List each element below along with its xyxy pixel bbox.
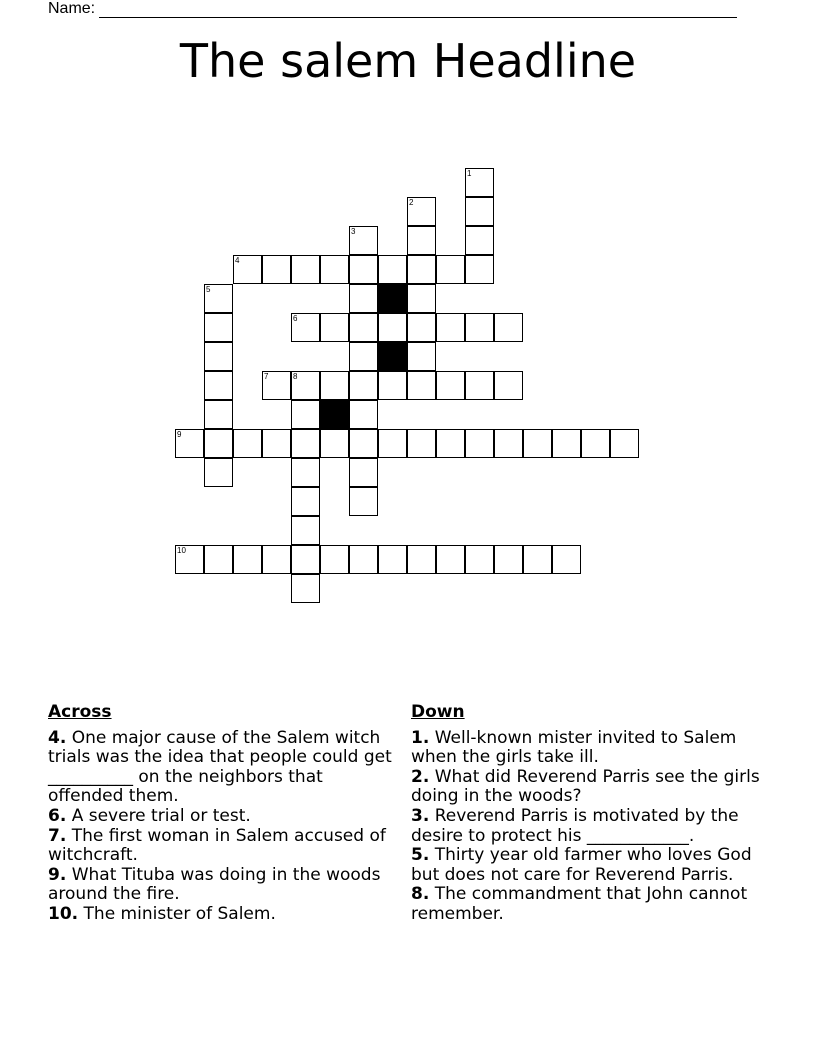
grid-cell[interactable] xyxy=(204,371,233,400)
grid-cell[interactable] xyxy=(291,255,320,284)
grid-cell[interactable] xyxy=(320,545,349,574)
grid-cell[interactable] xyxy=(407,255,436,284)
grid-cell[interactable] xyxy=(465,429,494,458)
clue-number: 3 xyxy=(351,227,356,236)
down-clue xyxy=(411,729,771,768)
grid-cell[interactable] xyxy=(291,458,320,487)
clue-number: 1 xyxy=(467,169,472,178)
black-cell xyxy=(378,284,407,313)
grid-cell[interactable] xyxy=(407,313,436,342)
grid-cell[interactable] xyxy=(291,574,320,603)
grid-cell[interactable] xyxy=(320,313,349,342)
clue-num: 4. xyxy=(48,727,67,748)
grid-cell[interactable] xyxy=(407,429,436,458)
clue-num: 1. xyxy=(411,727,430,748)
clue-number: 6 xyxy=(293,314,298,323)
grid-cell[interactable] xyxy=(494,429,523,458)
grid-cell[interactable] xyxy=(349,284,378,313)
across-clues xyxy=(48,703,400,925)
across-list xyxy=(48,729,400,925)
clue-num: 3. xyxy=(411,805,430,826)
across-clue xyxy=(48,807,400,827)
grid-cell[interactable] xyxy=(523,545,552,574)
grid-cell[interactable] xyxy=(407,197,436,226)
grid-cell[interactable] xyxy=(349,487,378,516)
clue-text: What did Reverend Parris see the girls doing in the woods? xyxy=(411,766,760,807)
grid-cell[interactable] xyxy=(378,429,407,458)
grid-cell[interactable] xyxy=(465,371,494,400)
down-list xyxy=(411,729,771,925)
down-clue xyxy=(411,768,771,807)
page-title: The salem Headline xyxy=(179,34,637,88)
grid-cell[interactable] xyxy=(436,545,465,574)
grid-cell[interactable] xyxy=(407,545,436,574)
clue-num: 2. xyxy=(411,766,430,787)
grid-cell[interactable] xyxy=(349,400,378,429)
clue-text: What Tituba was doing in the woods around the fire. xyxy=(48,864,381,905)
grid-cell[interactable] xyxy=(233,255,262,284)
grid-cell[interactable] xyxy=(262,545,291,574)
clue-number: 4 xyxy=(235,256,240,265)
grid-cell[interactable] xyxy=(349,429,378,458)
clue-text: One major cause of the Salem witch trials was the idea that people could get __________ on the neighbors that offended them. xyxy=(48,727,392,807)
clue-num: 10. xyxy=(48,903,79,924)
grid-cell[interactable] xyxy=(291,487,320,516)
grid-cell[interactable] xyxy=(378,255,407,284)
grid-cell[interactable] xyxy=(407,226,436,255)
grid-cell[interactable] xyxy=(204,429,233,458)
grid-cell[interactable] xyxy=(465,226,494,255)
grid-cell[interactable] xyxy=(436,255,465,284)
clue-number: 9 xyxy=(177,430,182,439)
grid-cell[interactable] xyxy=(175,545,204,574)
grid-cell[interactable] xyxy=(552,429,581,458)
grid-cell[interactable] xyxy=(436,429,465,458)
grid-cell[interactable] xyxy=(494,313,523,342)
clue-num: 5. xyxy=(411,845,430,866)
grid-cell[interactable] xyxy=(262,429,291,458)
grid-cell[interactable] xyxy=(494,545,523,574)
grid-cell[interactable] xyxy=(175,429,204,458)
grid-cell[interactable] xyxy=(204,400,233,429)
grid-cell[interactable] xyxy=(378,313,407,342)
grid-cell[interactable] xyxy=(523,429,552,458)
grid-cell[interactable] xyxy=(436,371,465,400)
clue-number: 10 xyxy=(177,546,186,555)
grid-cell[interactable] xyxy=(465,255,494,284)
grid-cell[interactable] xyxy=(494,371,523,400)
down-clues xyxy=(411,703,771,925)
grid-cell[interactable] xyxy=(407,284,436,313)
clue-number: 8 xyxy=(293,372,298,381)
grid-cell[interactable] xyxy=(552,545,581,574)
grid-cell[interactable] xyxy=(349,226,378,255)
clue-num: 8. xyxy=(411,884,430,905)
down-clue xyxy=(411,846,771,885)
grid-cell[interactable] xyxy=(465,545,494,574)
grid-cell[interactable] xyxy=(204,313,233,342)
across-clue xyxy=(48,827,400,866)
black-cell xyxy=(378,342,407,371)
grid-cell[interactable] xyxy=(320,371,349,400)
grid-cell[interactable] xyxy=(320,255,349,284)
grid-cell[interactable] xyxy=(204,545,233,574)
grid-cell[interactable] xyxy=(378,371,407,400)
clue-num: 9. xyxy=(48,864,67,885)
grid-cell[interactable] xyxy=(465,168,494,197)
grid-cell[interactable] xyxy=(349,458,378,487)
clue-text: Reverend Parris is motivated by the desire to protect his ____________. xyxy=(411,805,739,846)
across-clue xyxy=(48,866,400,905)
clue-num: 6. xyxy=(48,805,67,826)
clue-text: Well-known mister invited to Salem when the girls take ill. xyxy=(411,727,737,768)
grid-cell[interactable] xyxy=(262,255,291,284)
across-clue xyxy=(48,729,400,807)
grid-cell[interactable] xyxy=(436,313,465,342)
grid-cell[interactable] xyxy=(291,545,320,574)
across-heading: Across xyxy=(48,702,112,722)
grid-cell[interactable] xyxy=(407,371,436,400)
grid-cell[interactable] xyxy=(378,545,407,574)
grid-cell[interactable] xyxy=(233,545,262,574)
grid-cell[interactable] xyxy=(291,313,320,342)
clue-text: A severe trial or test. xyxy=(66,805,251,826)
grid-cell[interactable] xyxy=(349,255,378,284)
grid-cell[interactable] xyxy=(349,371,378,400)
grid-cell[interactable] xyxy=(291,429,320,458)
clue-number: 5 xyxy=(206,285,211,294)
grid-cell[interactable] xyxy=(610,429,639,458)
grid-cell[interactable] xyxy=(291,371,320,400)
grid-cell[interactable] xyxy=(407,342,436,371)
grid-cell[interactable] xyxy=(465,197,494,226)
grid-cell[interactable] xyxy=(291,516,320,545)
down-clue xyxy=(411,807,771,846)
grid-cell[interactable] xyxy=(349,545,378,574)
down-clue xyxy=(411,885,771,924)
grid-cell[interactable] xyxy=(262,371,291,400)
clue-text: Thirty year old farmer who loves God but does not care for Reverend Parris. xyxy=(411,845,752,885)
grid-cell[interactable] xyxy=(465,313,494,342)
clue-text: The minister of Salem. xyxy=(78,903,276,924)
clue-number: 7 xyxy=(264,372,269,381)
clue-text: The first woman in Salem accused of witchcraft. xyxy=(48,825,386,866)
grid-cell[interactable] xyxy=(204,458,233,487)
across-clue xyxy=(48,905,400,925)
clue-text: The commandment that John cannot remember. xyxy=(411,884,748,924)
clue-number: 2 xyxy=(409,198,414,207)
name-label: Name: xyxy=(48,0,96,17)
black-cell xyxy=(320,400,349,429)
clue-num: 7. xyxy=(48,825,67,846)
grid-cell[interactable] xyxy=(204,342,233,371)
down-heading: Down xyxy=(411,702,465,722)
grid-cell[interactable] xyxy=(349,313,378,342)
grid-cell[interactable] xyxy=(233,429,262,458)
grid-cell[interactable] xyxy=(320,429,349,458)
grid-cell[interactable] xyxy=(349,342,378,371)
grid-cell[interactable] xyxy=(581,429,610,458)
grid-cell[interactable] xyxy=(291,400,320,429)
grid-cell[interactable] xyxy=(204,284,233,313)
